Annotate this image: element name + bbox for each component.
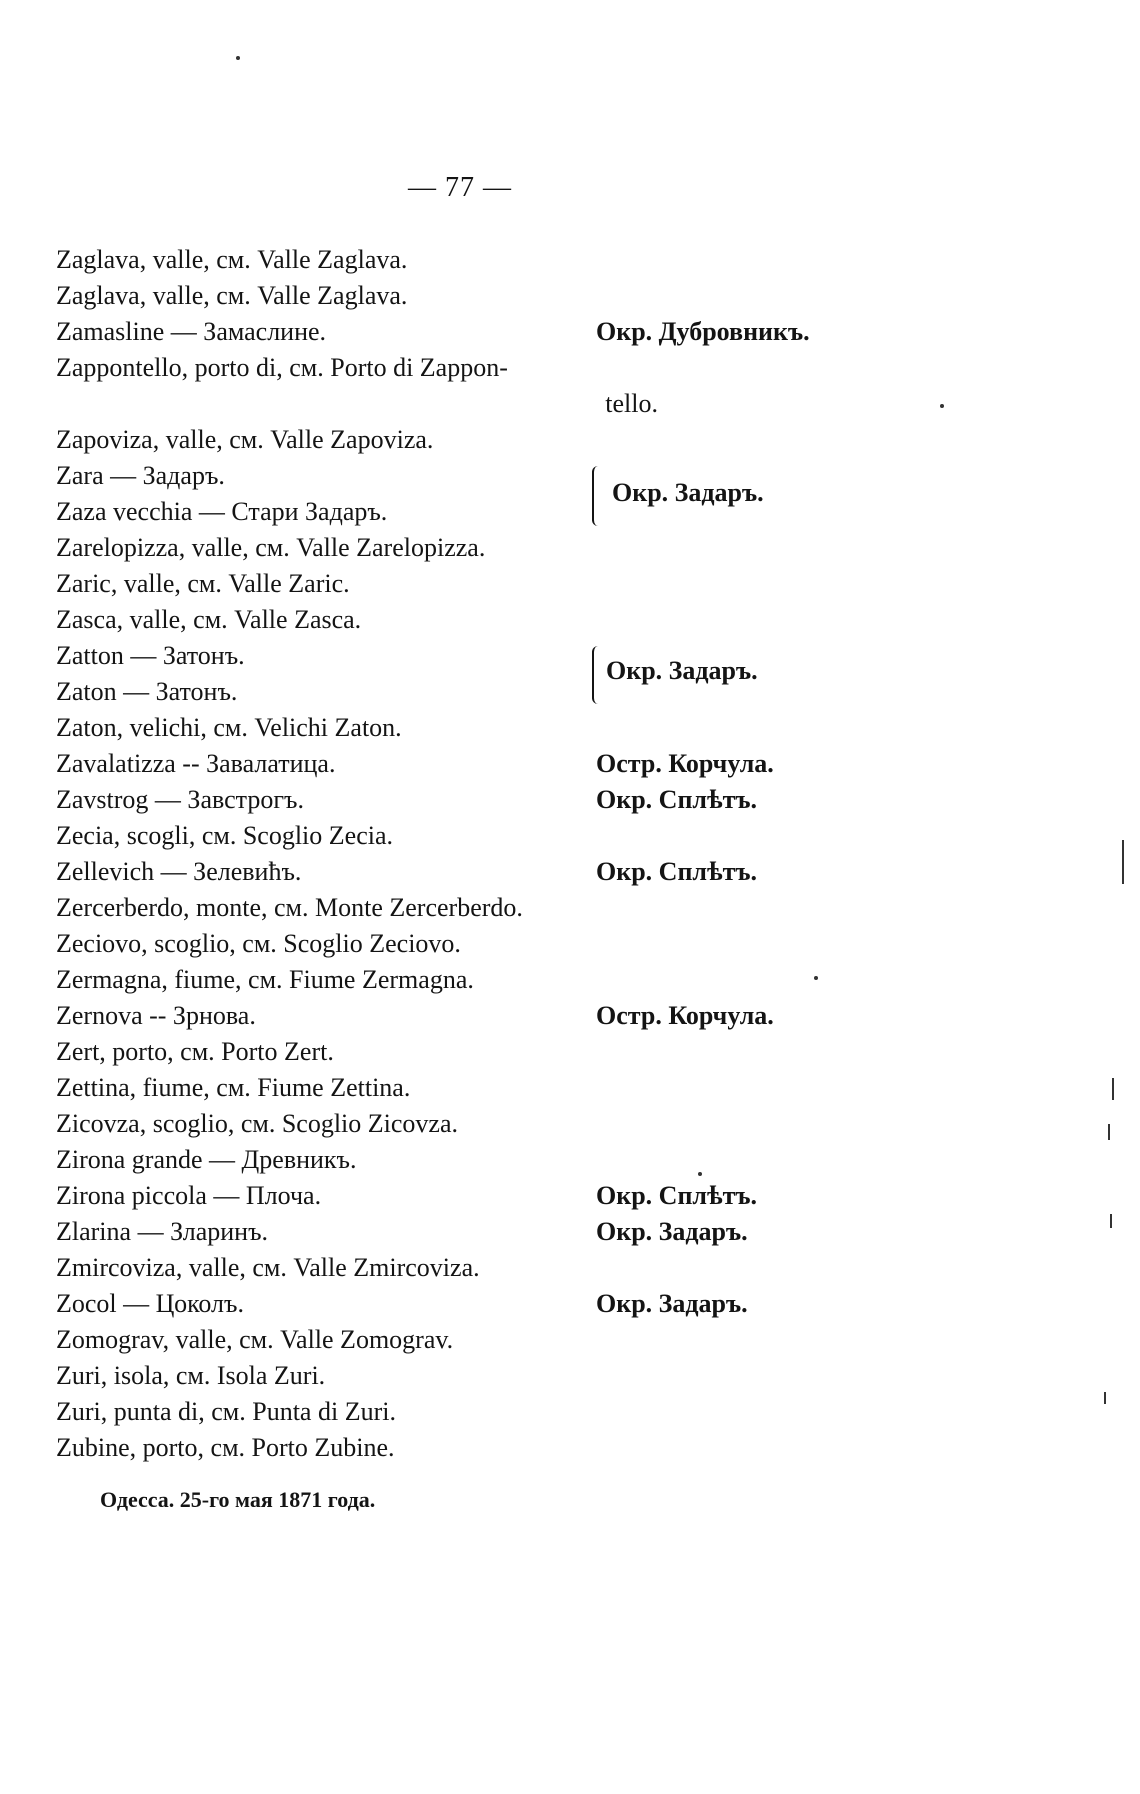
entry-term: Zaza vecchia — Стари Задаръ. (56, 497, 388, 526)
entry-term: Zomograv, valle, см. Valle Zomograv. (56, 1325, 454, 1354)
entry-row (56, 746, 1056, 782)
entry-row (56, 566, 1056, 602)
entry-row (56, 890, 1056, 926)
entry-term: Zellevich — Зелевићъ. (56, 857, 302, 886)
entry-row (56, 1034, 1056, 1070)
entry-term: Zavalatizza -- Завалатица. (56, 749, 336, 778)
entry-row (56, 242, 1056, 278)
entry-term: tello. (605, 389, 658, 418)
entry-row (56, 1286, 1056, 1322)
entry-row (56, 458, 1056, 494)
entry-term: Zaric, valle, см. Valle Zaric. (56, 569, 350, 598)
entry-row (56, 782, 1056, 818)
entry-row (56, 1106, 1056, 1142)
gazetteer-entries (56, 242, 1056, 1466)
entry-row (56, 530, 1056, 566)
entry-term: Zara — Задаръ. (56, 461, 225, 490)
entry-term: Zecia, scogli, см. Scoglio Zecia. (56, 821, 393, 850)
print-speck (940, 404, 944, 408)
entry-term: Zuri, punta di, см. Punta di Zuri. (56, 1397, 396, 1426)
entry-row (56, 422, 1056, 458)
entry-term: Zappontello, porto di, см. Porto di Zappon- (56, 353, 508, 382)
margin-mark (1108, 1124, 1110, 1140)
brace-bracket (592, 466, 602, 526)
entry-row (56, 926, 1056, 962)
entry-region: Окр. Дубровникъ. (596, 317, 810, 346)
entry-term: Zuri, isola, см. Isola Zuri. (56, 1361, 326, 1390)
entry-region: Окр. Задаръ. (596, 1217, 748, 1246)
entry-term: Zavstrog — Завстрогъ. (56, 785, 304, 814)
entry-row (56, 962, 1056, 998)
entry-term: Zaglava, valle, см. Valle Zaglava. (56, 281, 408, 310)
entry-region: Остр. Корчула. (596, 749, 774, 778)
entry-row (56, 1070, 1056, 1106)
entry-row (56, 818, 1056, 854)
entry-row (56, 998, 1056, 1034)
entry-row (56, 1430, 1056, 1466)
entry-term: Zirona grande — Древникъ. (56, 1145, 357, 1174)
entry-term: Zert, porto, см. Porto Zert. (56, 1037, 334, 1066)
entry-row (56, 1322, 1056, 1358)
entry-term: Zaton — Затонъ. (56, 677, 238, 706)
entry-region: Окр. Сплѣтъ. (596, 1181, 758, 1210)
entry-term: Zapoviza, valle, см. Valle Zapoviza. (56, 425, 434, 454)
print-speck (698, 1172, 702, 1176)
entry-term: Zatton — Затонъ. (56, 641, 245, 670)
entry-term: Zubine, porto, см. Porto Zubine. (56, 1433, 395, 1462)
entry-row (56, 710, 1056, 746)
entry-region: Окр. Задаръ. (596, 1289, 748, 1318)
brace-group-region: Окр. Задаръ. (612, 478, 764, 507)
entry-term: Zettina, fiume, см. Fiume Zettina. (56, 1073, 411, 1102)
entry-term: Zaglava, valle, см. Valle Zaglava. (56, 245, 408, 274)
entry-row (56, 1394, 1056, 1430)
entry-term: Zermagna, fiume, см. Fiume Zermagna. (56, 965, 474, 994)
entry-row (56, 854, 1056, 890)
entry-region: Окр. Сплѣтъ. (596, 857, 758, 886)
entry-term: Zocol — Цоколъ. (56, 1289, 244, 1318)
entry-term: Zmircoviza, valle, см. Valle Zmircoviza. (56, 1253, 480, 1282)
margin-mark (1122, 840, 1124, 884)
entry-row (56, 350, 1056, 386)
entry-region: Окр. Сплѣтъ. (596, 785, 758, 814)
entry-term: Zicovza, scoglio, см. Scoglio Zicovza. (56, 1109, 458, 1138)
brace-bracket (592, 646, 602, 704)
entry-term: Zarelopizza, valle, см. Valle Zarelopizza. (56, 533, 486, 562)
entry-term: Zlarina — Зларинъ. (56, 1217, 269, 1246)
entry-term: Zasca, valle, см. Valle Zasca. (56, 605, 362, 634)
entry-row (56, 386, 1056, 422)
print-speck (814, 976, 818, 980)
entry-term: Zernova -- Зрнова. (56, 1001, 256, 1030)
margin-mark (1112, 1078, 1114, 1100)
entry-row (56, 1178, 1056, 1214)
entry-row (56, 278, 1056, 314)
entry-term: Zercerberdo, monte, см. Monte Zercerberdo. (56, 893, 523, 922)
entry-term: Zeciovo, scoglio, см. Scoglio Zeciovo. (56, 929, 461, 958)
brace-group-region: Окр. Задаръ. (606, 656, 758, 685)
entry-row (56, 1142, 1056, 1178)
entry-row (56, 638, 1056, 674)
entry-row (56, 1250, 1056, 1286)
colophon: Одесса. 25-го мая 1871 года. (100, 1487, 376, 1512)
entry-row (56, 494, 1056, 530)
entry-row (56, 602, 1056, 638)
entry-row (56, 674, 1056, 710)
page-number: — 77 — (408, 172, 512, 203)
entry-row (56, 1214, 1056, 1250)
entry-region: Остр. Корчула. (596, 1001, 774, 1030)
entry-term: Zamasline — Замаслине. (56, 317, 327, 346)
entry-row (56, 1358, 1056, 1394)
print-speck (236, 56, 240, 60)
entry-term: Zirona piccola — Плоча. (56, 1181, 322, 1210)
entry-row (56, 314, 1056, 350)
entry-term: Zaton, velichi, см. Velichi Zaton. (56, 713, 402, 742)
margin-mark (1104, 1392, 1106, 1404)
margin-mark (1110, 1214, 1112, 1228)
